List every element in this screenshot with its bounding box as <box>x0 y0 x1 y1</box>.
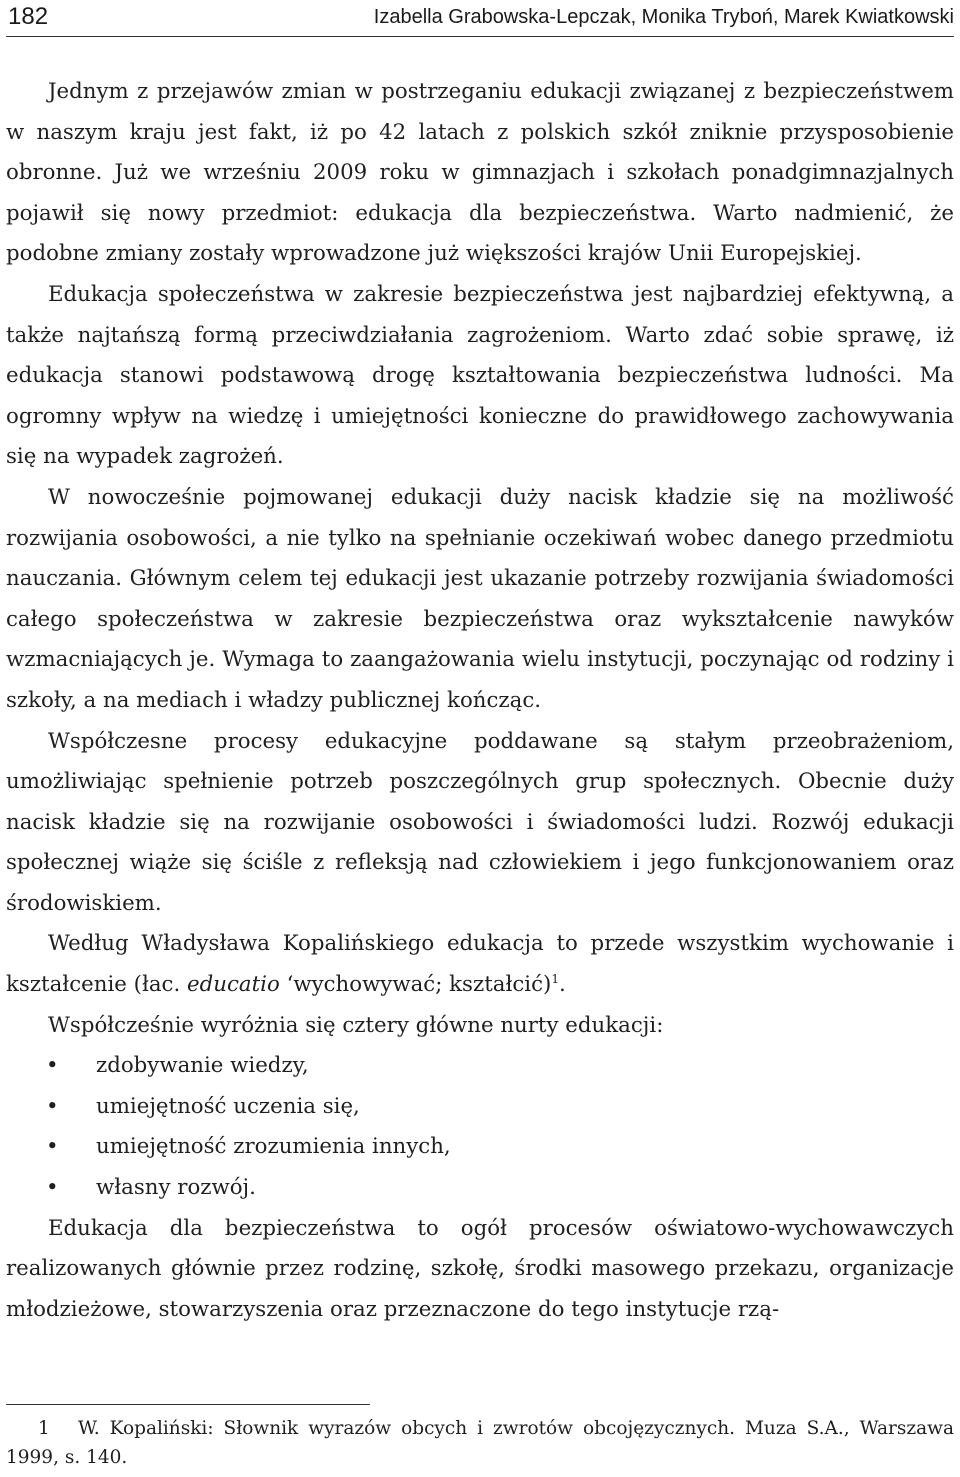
footnote-entry <box>6 1414 954 1472</box>
footnote-reference[interactable]: 1 <box>551 971 559 986</box>
paragraph-3: W nowocześnie pojmowanej edukacji duży nacisk kładzie się na możliwość rozwijania osobowości, a nie tylko na spełnianie oczekiwań wobec danego przedmiotu nauczania. Głównym celem tej edukacji jest ukazanie potrzeby rozwijania świadomości całego społeczeństwa w zakresie bezpieczeństwa oraz wykształcenie nawyków wzmacniających je. Wymaga to zaangażowania wielu instytucji, poczynając od rodziny i szkoły, a na mediach i władzy publicznej kończąc. <box>6 484 954 713</box>
bullet-icon: • <box>46 1175 59 1201</box>
running-head-authors: Izabella Grabowska-Lepczak, Monika Tryboń, Marek Kwiatkowski <box>373 6 954 28</box>
education-streams-list <box>6 1046 954 1208</box>
bullet-icon: • <box>46 1093 59 1119</box>
list-item <box>6 1046 954 1087</box>
footnote <box>6 1414 954 1472</box>
bullet-icon: • <box>46 1053 59 1079</box>
paragraph-5-gloss: ‘wychowywać; kształcić) <box>279 972 552 998</box>
paragraph-1: Jednym z przejawów zmian w postrzeganiu edukacji związanej z bezpieczeństwem w naszym kraju jest fakt, iż po 42 latach z polskich szkół zniknie przysposobienie obronne. Już we wrześniu 2009 roku w gimnazjach i szkołach ponadgimnazjalnych pojawił się nowy przedmiot: edukacja dla bezpieczeństwa. Warto nadmienić, że podobne zmiany zostały wprowadzone już większości krajów Unii Europejskiej. <box>6 79 954 267</box>
paragraph-4: Współczesne procesy edukacyjne poddawane są stałym przeobrażeniom, umożliwiając spełnienie potrzeb poszczególnych grup społecznych. Obecnie duży nacisk kładzie się na rozwijanie osobowości i świadomości ludzi. Rozwój edukacji społecznej wiąże się ściśle z refleksją nad człowiekiem i jego funkcjonowaniem oraz środowiskiem. <box>6 728 954 916</box>
running-header <box>6 0 954 37</box>
list-item-text: umiejętność uczenia się, <box>96 1093 360 1119</box>
paragraph-6: Współcześnie wyróżnia się cztery główne nurty edukacji: <box>48 1012 664 1038</box>
list-item-text: umiejętność zrozumienia innych, <box>96 1134 451 1160</box>
page-number: 182 <box>8 3 49 30</box>
bullet-icon: • <box>46 1134 59 1160</box>
footnote-number: 1 <box>38 1418 50 1439</box>
footnote-text: W. Kopaliński: Słownik wyrazów obcych i zwrotów obcojęzycznych. Muza S.A., Warszawa 1999, s. 140. <box>6 1418 954 1468</box>
footnote-divider <box>6 1404 370 1405</box>
body-text <box>6 72 954 1330</box>
paragraph-5-text: Według Władysława Kopalińskiego edukacja to przede wszystkim wychowanie i kształcenie (łac. <box>6 931 954 998</box>
list-item <box>6 1168 954 1209</box>
list-item <box>6 1127 954 1168</box>
paragraph-5 <box>6 924 954 1005</box>
list-item-text: zdobywanie wiedzy, <box>96 1053 309 1079</box>
paragraph-2: Edukacja społeczeństwa w zakresie bezpieczeństwa jest najbardziej efektywną, a także najtańszą formą przeciwdziałania zagrożeniom. Warto zdać sobie sprawę, iż edukacja stanowi podstawową drogę kształtowania bezpieczeństwa ludności. Ma ogromny wpływ na wiedzę i umiejętności konieczne do prawidłowego zachowywania się na wypadek zagrożeń. <box>6 281 954 470</box>
paragraph-5-end: . <box>558 972 566 998</box>
list-item-text: własny rozwój. <box>96 1175 256 1201</box>
latin-term: educatio <box>187 972 280 998</box>
paragraph-7: Edukacja dla bezpieczeństwa to ogół procesów oświatowo-wychowawczych realizowanych głównie przez rodzinę, szkołę, środki masowego przekazu, organizacje młodzieżowe, stowarzyszenia oraz przeznaczone do tego instytucje rzą- <box>6 1215 954 1322</box>
list-item <box>6 1087 954 1128</box>
